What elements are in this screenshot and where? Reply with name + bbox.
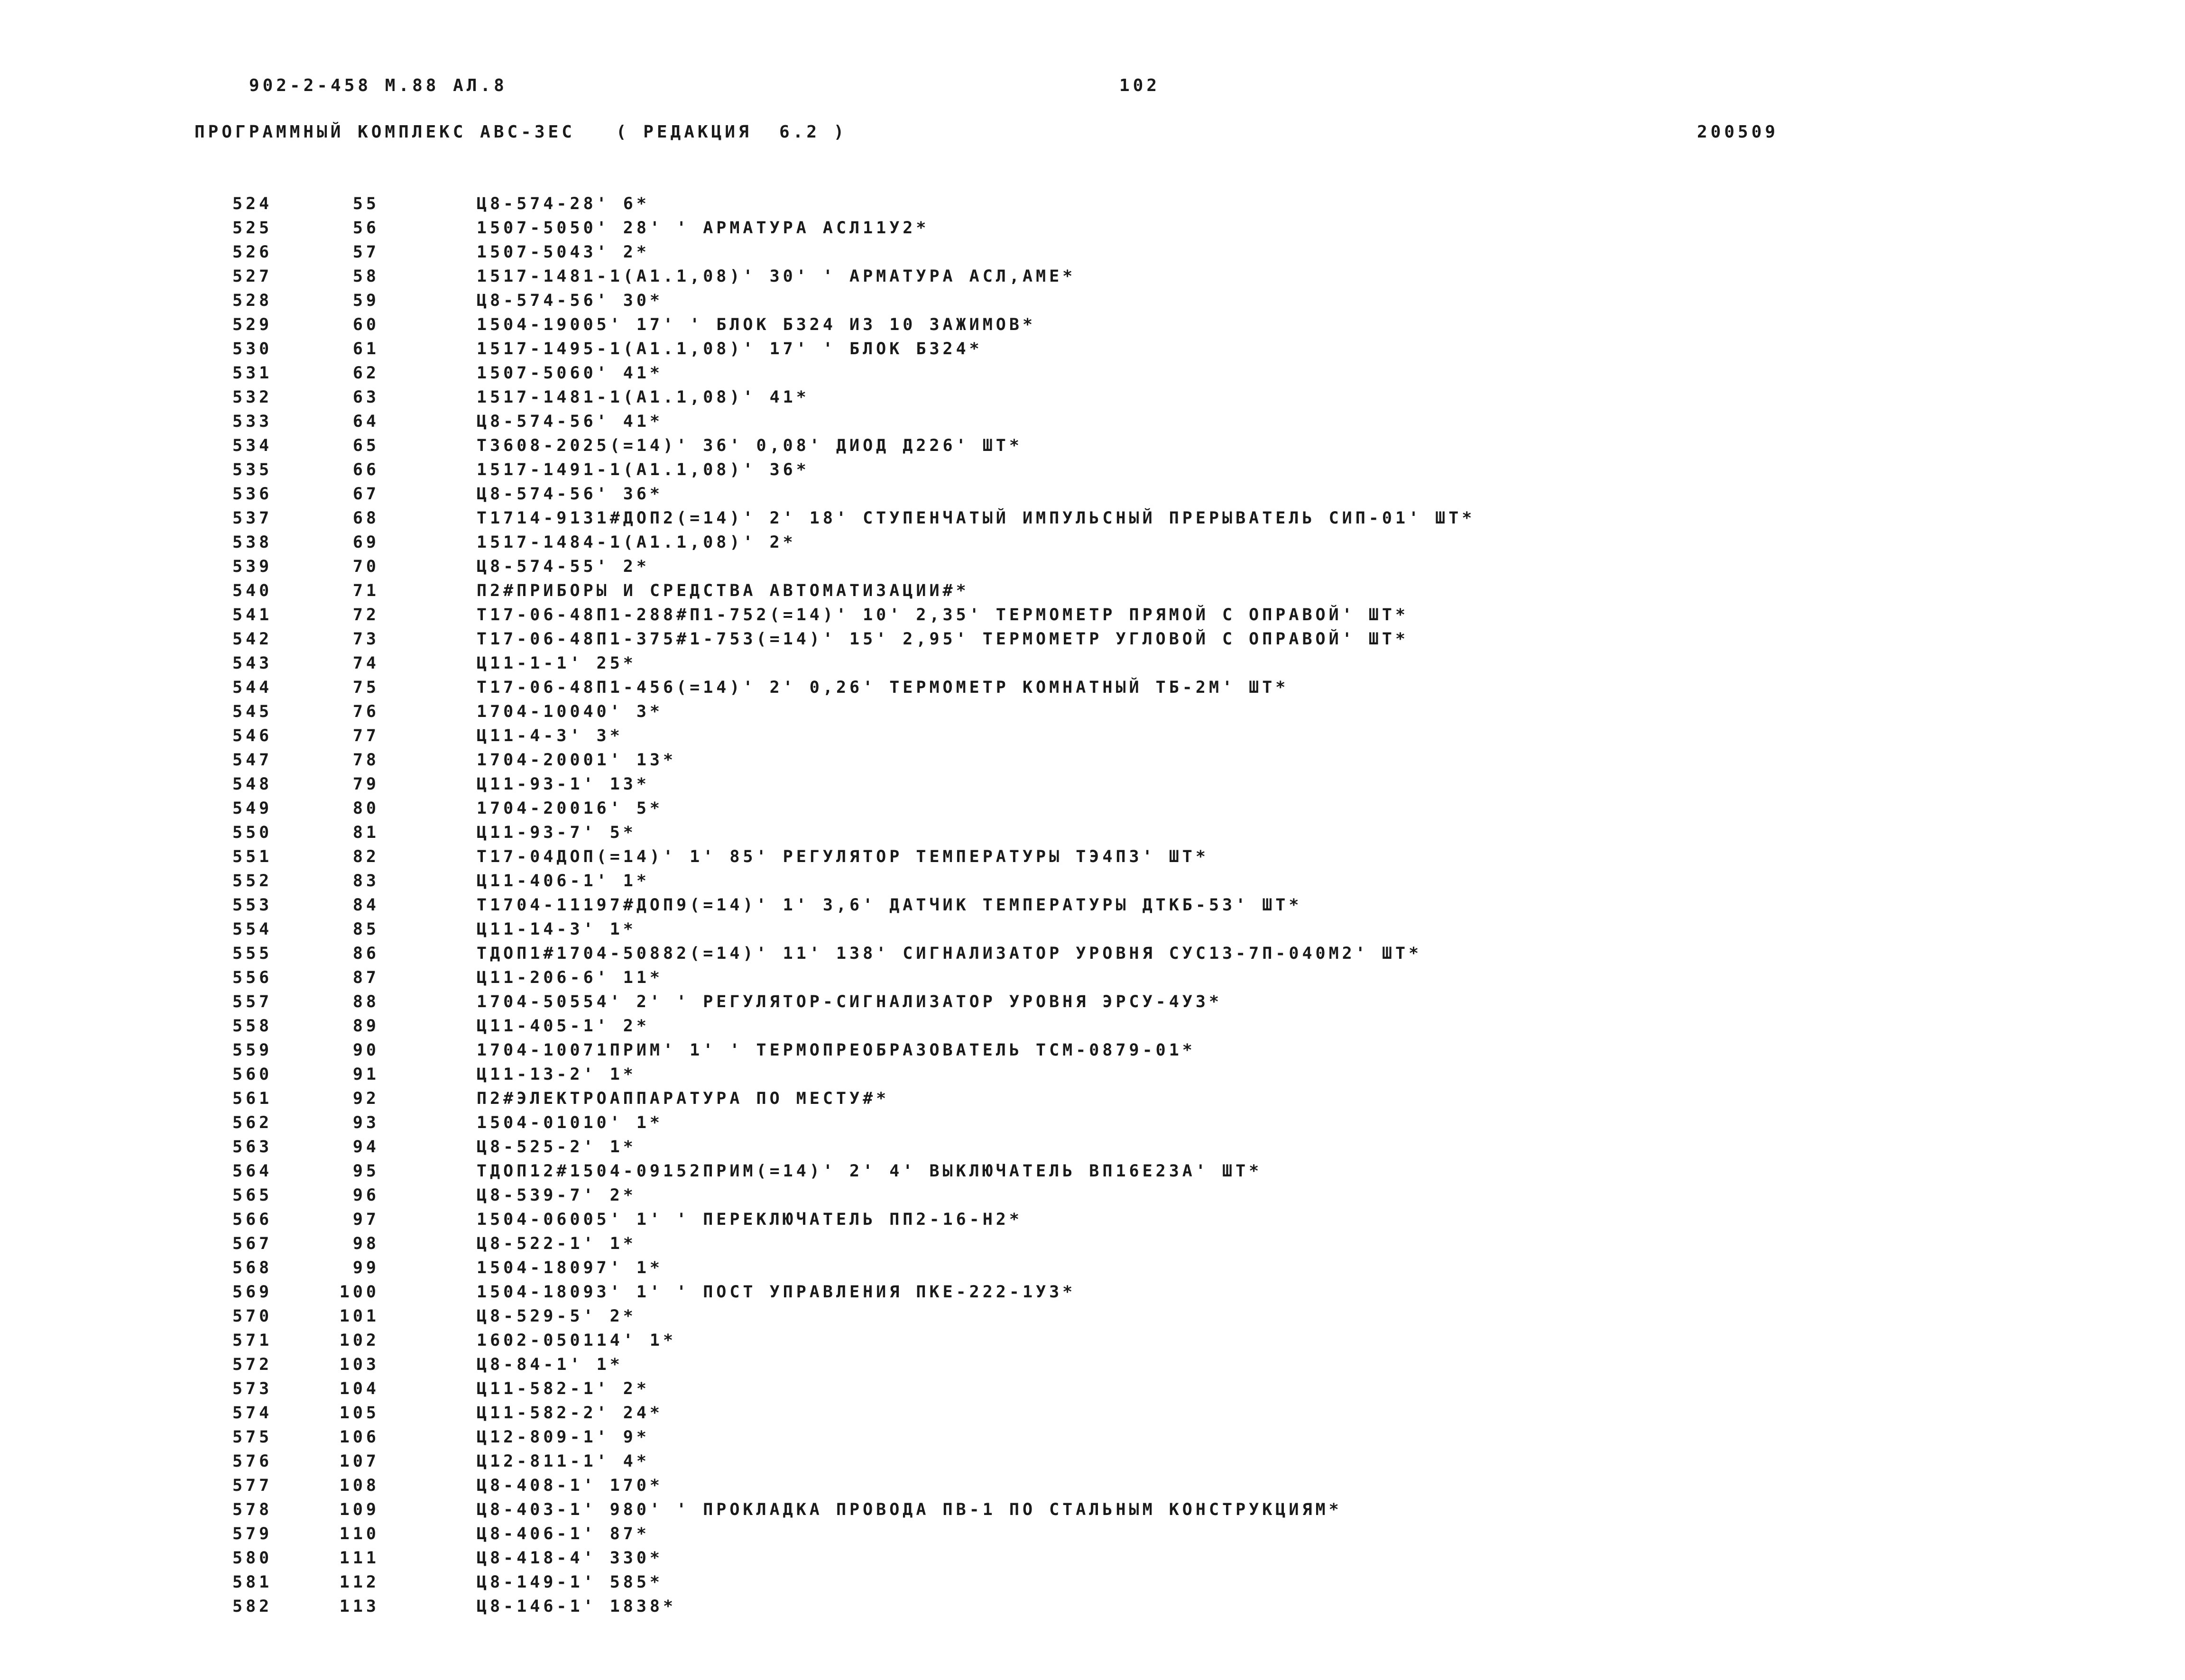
row-sequence: 86 <box>352 944 379 963</box>
row-sequence: 97 <box>352 1210 379 1229</box>
row-text: 1517-1495-1(А1.1,08)' 17' ' БЛОК Б324* <box>477 340 983 358</box>
listing-row <box>0 434 2185 458</box>
row-sequence: 76 <box>352 702 379 721</box>
row-sequence: 107 <box>339 1452 379 1471</box>
row-number: 562 <box>232 1113 273 1132</box>
row-sequence: 80 <box>352 799 379 818</box>
row-number: 540 <box>232 581 273 600</box>
listing-row <box>0 579 2185 603</box>
row-text: 1504-18093' 1' ' ПОСТ УПРАВЛЕНИЯ ПКЕ-222-1У3* <box>477 1283 1076 1302</box>
row-number: 565 <box>232 1186 273 1205</box>
row-text: Ц8-574-56' 36* <box>477 485 664 504</box>
row-text: Т17-06-48П1-375#1-753(=14)' 15' 2,95' ТЕРМОМЕТР УГЛОВОЙ С ОПРАВОЙ' ШТ* <box>477 630 1409 649</box>
row-text: 1507-5050' 28' ' АРМАТУРА АСЛ11У2* <box>477 219 930 238</box>
row-text: 1517-1484-1(А1.1,08)' 2* <box>477 533 796 552</box>
row-sequence: 73 <box>352 630 379 649</box>
row-text: 1704-50554' 2' ' РЕГУЛЯТОР-СИГНАЛИЗАТОР УРОВНЯ ЭРСУ-4У3* <box>477 992 1223 1011</box>
row-number: 580 <box>232 1549 273 1568</box>
row-number: 554 <box>232 920 273 939</box>
row-sequence: 69 <box>352 533 379 552</box>
row-sequence: 87 <box>352 968 379 987</box>
row-sequence: 65 <box>352 436 379 455</box>
row-sequence: 70 <box>352 557 379 576</box>
row-number: 553 <box>232 896 273 915</box>
listing-row <box>0 893 2185 918</box>
row-sequence: 102 <box>339 1331 379 1350</box>
row-sequence: 72 <box>352 606 379 624</box>
row-sequence: 111 <box>339 1549 379 1568</box>
row-sequence: 95 <box>352 1162 379 1181</box>
row-number: 539 <box>232 557 273 576</box>
listing-row <box>0 966 2185 990</box>
row-sequence: 99 <box>352 1258 379 1277</box>
row-number: 555 <box>232 944 273 963</box>
row-number: 582 <box>232 1597 273 1616</box>
row-sequence: 112 <box>339 1573 379 1592</box>
listing-row <box>0 1474 2185 1498</box>
listing-row <box>0 918 2185 942</box>
row-number: 547 <box>232 751 273 770</box>
row-sequence: 62 <box>352 364 379 383</box>
row-number: 559 <box>232 1041 273 1060</box>
row-number: 567 <box>232 1234 273 1253</box>
row-sequence: 94 <box>352 1138 379 1157</box>
row-text: 1504-06005' 1' ' ПЕРЕКЛЮЧАТЕЛЬ ПП2-16-Н2* <box>477 1210 1023 1229</box>
listing-row <box>0 361 2185 386</box>
listing-row <box>0 1038 2185 1063</box>
listing-row <box>0 1522 2185 1546</box>
listing-row <box>0 240 2185 265</box>
row-text: Ц8-149-1' 585* <box>477 1573 664 1592</box>
row-sequence: 106 <box>339 1428 379 1447</box>
row-number: 560 <box>232 1065 273 1084</box>
row-sequence: 79 <box>352 775 379 794</box>
listing-row <box>0 337 2185 361</box>
row-text: 1507-5043' 2* <box>477 243 650 262</box>
listing-row <box>0 652 2185 676</box>
row-text: Ц11-206-6' 11* <box>477 968 664 987</box>
row-text: Ц8-529-5' 2* <box>477 1307 636 1326</box>
row-number: 571 <box>232 1331 273 1350</box>
row-sequence: 61 <box>352 340 379 358</box>
listing-row <box>0 1425 2185 1450</box>
row-number: 533 <box>232 412 273 431</box>
document-code: 902-2-458 М.88 АЛ.8 <box>249 76 507 95</box>
row-number: 526 <box>232 243 273 262</box>
row-number: 574 <box>232 1404 273 1423</box>
listing-row <box>0 1353 2185 1377</box>
row-text: 1602-050114' 1* <box>477 1331 677 1350</box>
listing-row <box>0 797 2185 821</box>
row-sequence: 93 <box>352 1113 379 1132</box>
row-text: Ц11-14-3' 1* <box>477 920 636 939</box>
listing-row <box>0 1304 2185 1329</box>
listing-row <box>0 1546 2185 1570</box>
row-text: 1504-01010' 1* <box>477 1113 664 1132</box>
listing-row <box>0 482 2185 506</box>
listing-row <box>0 1184 2185 1208</box>
listing-row <box>0 1087 2185 1111</box>
row-text: 1517-1481-1(А1.1,08)' 41* <box>477 388 810 407</box>
listing-row <box>0 531 2185 555</box>
row-number: 564 <box>232 1162 273 1181</box>
listing-row <box>0 458 2185 482</box>
row-text: Ц8-418-4' 330* <box>477 1549 664 1568</box>
row-number: 550 <box>232 823 273 842</box>
row-sequence: 59 <box>352 291 379 310</box>
row-number: 529 <box>232 315 273 334</box>
row-text: Ц8-525-2' 1* <box>477 1138 636 1157</box>
listing-row <box>0 990 2185 1014</box>
row-number: 530 <box>232 340 273 358</box>
listing-row <box>0 700 2185 724</box>
row-number: 531 <box>232 364 273 383</box>
row-number: 569 <box>232 1283 273 1302</box>
listing-row <box>0 1570 2185 1595</box>
row-text: Ц8-84-1' 1* <box>477 1355 623 1374</box>
row-sequence: 68 <box>352 509 379 528</box>
row-sequence: 64 <box>352 412 379 431</box>
listing-row <box>0 772 2185 797</box>
row-text: П2#ЭЛЕКТРОАППАРАТУРА ПО МЕСТУ#* <box>477 1089 890 1108</box>
listing-row <box>0 1498 2185 1522</box>
row-sequence: 63 <box>352 388 379 407</box>
row-sequence: 60 <box>352 315 379 334</box>
row-sequence: 81 <box>352 823 379 842</box>
row-text: 1504-19005' 17' ' БЛОК Б324 ИЗ 10 ЗАЖИМОВ* <box>477 315 1036 334</box>
listing-row <box>0 676 2185 700</box>
row-sequence: 84 <box>352 896 379 915</box>
listing-row <box>0 1159 2185 1184</box>
row-sequence: 78 <box>352 751 379 770</box>
listing-row <box>0 1280 2185 1304</box>
row-number: 581 <box>232 1573 273 1592</box>
row-number: 551 <box>232 847 273 866</box>
row-text: 1704-20016' 5* <box>477 799 664 818</box>
row-number: 527 <box>232 267 273 286</box>
page-number: 102 <box>1119 76 1161 95</box>
row-number: 556 <box>232 968 273 987</box>
listing-row <box>0 265 2185 289</box>
row-number: 538 <box>232 533 273 552</box>
row-text: Ц8-574-56' 41* <box>477 412 664 431</box>
row-text: Ц11-582-1' 2* <box>477 1379 650 1398</box>
row-text: Ц11-406-1' 1* <box>477 872 650 890</box>
row-number: 578 <box>232 1500 273 1519</box>
row-sequence: 55 <box>352 194 379 213</box>
row-sequence: 110 <box>339 1524 379 1543</box>
listing-row <box>0 748 2185 772</box>
listing-row <box>0 1135 2185 1159</box>
row-text: Ц8-574-56' 30* <box>477 291 664 310</box>
row-sequence: 57 <box>352 243 379 262</box>
row-text: Ц8-146-1' 1838* <box>477 1597 677 1616</box>
listing-row <box>0 1014 2185 1038</box>
row-text: Ц8-574-28' 6* <box>477 194 650 213</box>
row-text: Ц8-406-1' 87* <box>477 1524 650 1543</box>
row-number: 579 <box>232 1524 273 1543</box>
row-number: 566 <box>232 1210 273 1229</box>
listing-row <box>0 313 2185 337</box>
listing-row <box>0 821 2185 845</box>
listing-table <box>0 192 2185 1619</box>
row-text: Ц8-574-55' 2* <box>477 557 650 576</box>
row-number: 532 <box>232 388 273 407</box>
row-number: 544 <box>232 678 273 697</box>
listing-row <box>0 216 2185 240</box>
row-text: П2#ПРИБОРЫ И СРЕДСТВА АВТОМАТИЗАЦИИ#* <box>477 581 969 600</box>
row-text: 1704-10071ПРИМ' 1' ' ТЕРМОПРЕОБРАЗОВАТЕЛЬ ТСМ-0879-01* <box>477 1041 1196 1060</box>
row-text: 1504-18097' 1* <box>477 1258 664 1277</box>
row-text: Т17-04ДОП(=14)' 1' 85' РЕГУЛЯТОР ТЕМПЕРАТУРЫ ТЭ4П3' ШТ* <box>477 847 1209 866</box>
row-sequence: 58 <box>352 267 379 286</box>
row-sequence: 66 <box>352 460 379 479</box>
listing-row <box>0 869 2185 893</box>
listing-row <box>0 1232 2185 1256</box>
program-title: ПРОГРАММНЫЙ КОМПЛЕКС АВС-3ЕС ( РЕДАКЦИЯ 6.2 ) <box>194 122 848 142</box>
row-sequence: 91 <box>352 1065 379 1084</box>
row-sequence: 90 <box>352 1041 379 1060</box>
row-number: 534 <box>232 436 273 455</box>
row-text: Ц11-1-1' 25* <box>477 654 636 673</box>
row-text: 1517-1481-1(А1.1,08)' 30' ' АРМАТУРА АСЛ,АМЕ* <box>477 267 1076 286</box>
listing-row <box>0 1401 2185 1425</box>
listing-row <box>0 192 2185 216</box>
row-number: 573 <box>232 1379 273 1398</box>
row-sequence: 85 <box>352 920 379 939</box>
row-number: 576 <box>232 1452 273 1471</box>
row-sequence: 103 <box>339 1355 379 1374</box>
row-text: Ц11-93-1' 13* <box>477 775 650 794</box>
row-text: ТДОП12#1504-09152ПРИМ(=14)' 2' 4' ВЫКЛЮЧАТЕЛЬ ВП16Е23А' ШТ* <box>477 1162 1263 1181</box>
row-number: 546 <box>232 726 273 745</box>
row-sequence: 56 <box>352 219 379 238</box>
row-sequence: 75 <box>352 678 379 697</box>
listing-row <box>0 1256 2185 1280</box>
row-number: 524 <box>232 194 273 213</box>
row-sequence: 89 <box>352 1017 379 1036</box>
listing-row <box>0 845 2185 869</box>
row-sequence: 67 <box>352 485 379 504</box>
row-number: 525 <box>232 219 273 238</box>
row-sequence: 96 <box>352 1186 379 1205</box>
row-text: 1704-20001' 13* <box>477 751 677 770</box>
listing-row <box>0 1063 2185 1087</box>
listing-row <box>0 724 2185 748</box>
row-text: 1507-5060' 41* <box>477 364 664 383</box>
listing-row <box>0 1111 2185 1135</box>
row-number: 528 <box>232 291 273 310</box>
listing-row <box>0 1450 2185 1474</box>
row-text: Ц8-408-1' 170* <box>477 1476 664 1495</box>
row-sequence: 92 <box>352 1089 379 1108</box>
row-text: Ц11-93-7' 5* <box>477 823 636 842</box>
row-number: 563 <box>232 1138 273 1157</box>
row-sequence: 74 <box>352 654 379 673</box>
row-number: 542 <box>232 630 273 649</box>
row-number: 541 <box>232 606 273 624</box>
row-number: 537 <box>232 509 273 528</box>
row-number: 545 <box>232 702 273 721</box>
row-sequence: 109 <box>339 1500 379 1519</box>
row-number: 536 <box>232 485 273 504</box>
listing-row <box>0 1595 2185 1619</box>
row-number: 568 <box>232 1258 273 1277</box>
row-number: 575 <box>232 1428 273 1447</box>
row-text: Т17-06-48П1-288#П1-752(=14)' 10' 2,35' ТЕРМОМЕТР ПРЯМОЙ С ОПРАВОЙ' ШТ* <box>477 606 1409 624</box>
row-sequence: 105 <box>339 1404 379 1423</box>
row-sequence: 113 <box>339 1597 379 1616</box>
row-text: Ц11-582-2' 24* <box>477 1404 664 1423</box>
row-sequence: 83 <box>352 872 379 890</box>
row-number: 535 <box>232 460 273 479</box>
row-text: Т1714-9131#ДОП2(=14)' 2' 18' СТУПЕНЧАТЫЙ ИМПУЛЬСНЫЙ ПРЕРЫВАТЕЛЬ СИП-01' ШТ* <box>477 509 1475 528</box>
row-sequence: 98 <box>352 1234 379 1253</box>
row-number: 543 <box>232 654 273 673</box>
row-text: Ц8-539-7' 2* <box>477 1186 636 1205</box>
listing-row <box>0 386 2185 410</box>
row-number: 570 <box>232 1307 273 1326</box>
row-number: 558 <box>232 1017 273 1036</box>
row-text: Ц12-809-1' 9* <box>477 1428 650 1447</box>
row-text: Ц11-405-1' 2* <box>477 1017 650 1036</box>
row-sequence: 88 <box>352 992 379 1011</box>
listing-row <box>0 555 2185 579</box>
listing-row <box>0 627 2185 652</box>
row-text: Т3608-2025(=14)' 36' 0,08' ДИОД Д226' ШТ* <box>477 436 1023 455</box>
listing-row <box>0 410 2185 434</box>
row-number: 548 <box>232 775 273 794</box>
listing-row <box>0 603 2185 627</box>
listing-row <box>0 506 2185 531</box>
row-text: ТДОП1#1704-50882(=14)' 11' 138' СИГНАЛИЗАТОР УРОВНЯ СУС13-7П-040М2' ШТ* <box>477 944 1422 963</box>
row-sequence: 108 <box>339 1476 379 1495</box>
listing-row <box>0 1377 2185 1401</box>
row-text: Ц12-811-1' 4* <box>477 1452 650 1471</box>
row-number: 552 <box>232 872 273 890</box>
row-text: Ц11-4-3' 3* <box>477 726 623 745</box>
row-sequence: 100 <box>339 1283 379 1302</box>
row-text: 1704-10040' 3* <box>477 702 664 721</box>
row-number: 549 <box>232 799 273 818</box>
listing-row <box>0 1208 2185 1232</box>
row-sequence: 77 <box>352 726 379 745</box>
row-text: Ц11-13-2' 1* <box>477 1065 636 1084</box>
row-sequence: 71 <box>352 581 379 600</box>
row-number: 557 <box>232 992 273 1011</box>
row-sequence: 104 <box>339 1379 379 1398</box>
listing-row <box>0 289 2185 313</box>
row-text: Т17-06-48П1-456(=14)' 2' 0,26' ТЕРМОМЕТР КОМНАТНЫЙ ТБ-2М' ШТ* <box>477 678 1289 697</box>
listing-row <box>0 1329 2185 1353</box>
document-id: 200509 <box>1697 122 1779 142</box>
row-number: 577 <box>232 1476 273 1495</box>
row-number: 561 <box>232 1089 273 1108</box>
row-number: 572 <box>232 1355 273 1374</box>
listing-row <box>0 942 2185 966</box>
row-text: 1517-1491-1(А1.1,08)' 36* <box>477 460 810 479</box>
row-text: Т1704-11197#ДОП9(=14)' 1' 3,6' ДАТЧИК ТЕМПЕРАТУРЫ ДТКБ-53' ШТ* <box>477 896 1302 915</box>
row-text: Ц8-403-1' 980' ' ПРОКЛАДКА ПРОВОДА ПВ-1 ПО СТАЛЬНЫМ КОНСТРУКЦИЯМ* <box>477 1500 1342 1519</box>
row-text: Ц8-522-1' 1* <box>477 1234 636 1253</box>
row-sequence: 101 <box>339 1307 379 1326</box>
row-sequence: 82 <box>352 847 379 866</box>
